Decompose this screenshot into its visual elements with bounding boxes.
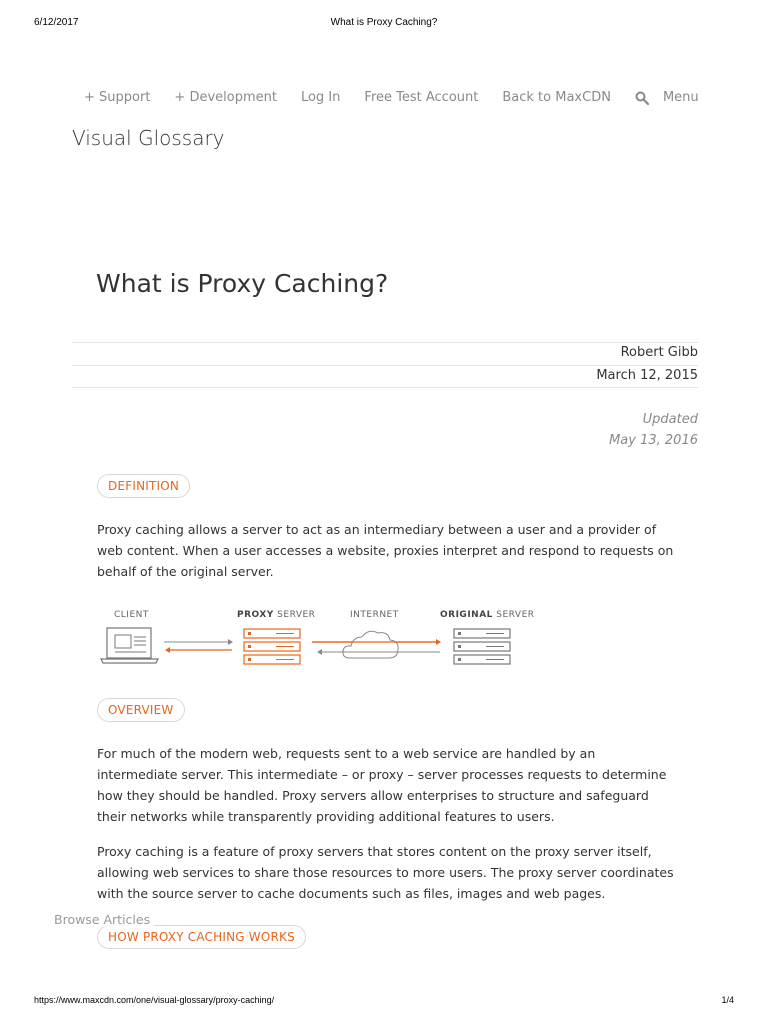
publish-date: March 12, 2015 xyxy=(596,368,698,383)
diagram-label-client: CLIENT xyxy=(114,610,149,620)
diagram-label-original-server: ORIGINAL SERVER xyxy=(440,610,535,620)
proxy-server-icon xyxy=(244,629,300,664)
nav-login-link[interactable]: Log In xyxy=(300,90,341,105)
how-proxy-caching-works-tag: HOW PROXY CACHING WORKS xyxy=(97,925,306,949)
site-title[interactable]: Visual Glossary xyxy=(72,126,225,150)
divider xyxy=(72,365,698,366)
divider xyxy=(72,387,698,388)
divider xyxy=(72,342,698,343)
search-icon[interactable] xyxy=(635,91,649,105)
diagram-label-internet: INTERNET xyxy=(350,610,399,620)
top-nav xyxy=(84,90,699,105)
nav-back-to-maxcdn-link[interactable]: Back to MaxCDN xyxy=(502,90,611,105)
print-url: https://www.maxcdn.com/one/visual-glossary/proxy-caching/ xyxy=(34,995,275,1005)
menu-button[interactable]: Menu xyxy=(662,90,699,105)
nav-development-link[interactable]: + Development xyxy=(174,90,277,105)
original-server-icon xyxy=(454,629,510,664)
cloud-icon xyxy=(312,631,440,658)
nav-free-test-account-link[interactable]: Free Test Account xyxy=(364,90,479,105)
overview-tag: OVERVIEW xyxy=(97,698,185,722)
diagram-label-proxy-server: PROXY SERVER xyxy=(237,610,316,620)
print-date: 6/12/2017 xyxy=(34,17,79,28)
print-page-title: What is Proxy Caching? xyxy=(330,17,438,28)
browse-articles-link[interactable]: Browse Articles xyxy=(54,912,154,927)
laptop-icon xyxy=(101,628,158,663)
print-page-number: 1/4 xyxy=(721,995,734,1005)
updated-date: May 13, 2016 xyxy=(609,433,698,448)
proxy-caching-diagram xyxy=(96,604,536,670)
nav-support-link[interactable]: + Support xyxy=(84,90,151,105)
author-name[interactable]: Robert Gibb xyxy=(620,345,698,360)
definition-text: Proxy caching allows a server to act as an intermediary between a user and a provider of web content. When a user accesses a website, proxies interpret and respond to requests on behalf of the original server. xyxy=(97,522,674,579)
overview-paragraph-1: For much of the modern web, requests sent to a web service are handled by an intermediate server. This intermediate – or proxy – server processes requests to determine how they should be handled. Proxy servers allow enterprises to structure and safeguard their networks while transparently providing additional features to users. xyxy=(97,746,667,824)
updated-label: Updated xyxy=(642,412,698,427)
definition-tag: DEFINITION xyxy=(97,474,190,498)
page-title: What is Proxy Caching? xyxy=(96,269,389,298)
overview-paragraph-2: Proxy caching is a feature of proxy servers that stores content on the proxy server itself, allowing web services to share those resources to more users. The proxy server coordinates with the source server to cache documents such as files, images and web pages. xyxy=(97,844,674,901)
